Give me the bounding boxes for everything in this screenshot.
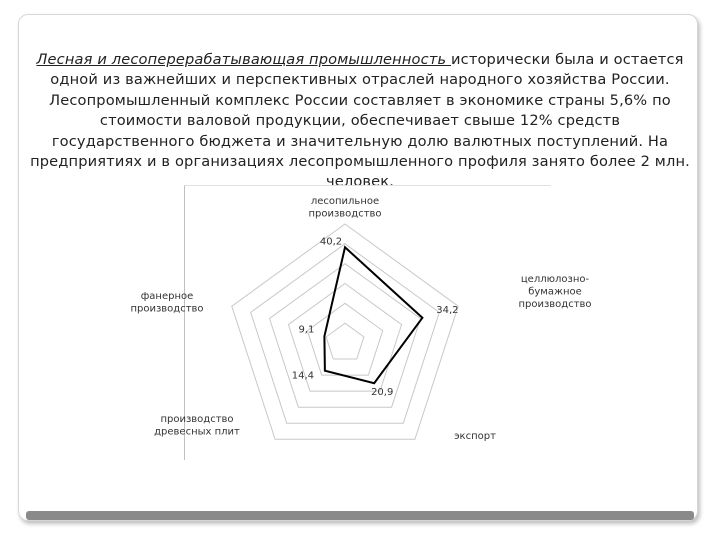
intro-text: исторически была и остается одной из важнейших и перспективных отраслей народного хозяйства России. Лесопромышленный комплекс России составляет в экономике страны 5,6% по стоимости валовой продукции, обеспечивает свыше 12% средств государственного бюджета и значительную долю валютных поступлений. На предприятиях и в организациях лесопромышленного профиля занято более 2 млн. человек.: [30, 51, 690, 191]
category-label: лесопильное производство: [308, 196, 382, 220]
category-label: экспорт: [454, 431, 496, 442]
intro-highlight: Лесная и лесоперерабатывающая промышленность: [36, 51, 452, 68]
data-label: 20,9: [371, 387, 394, 399]
data-label: 14,4: [291, 370, 315, 382]
data-label: 34,2: [436, 304, 459, 316]
intro-paragraph: [30, 50, 690, 193]
grid-ring-2: [307, 303, 382, 375]
grid-ring-1: [326, 323, 364, 359]
category-label: производство древесных плит: [154, 414, 240, 438]
category-label: целлюлозно-бумажное производство: [518, 274, 592, 310]
data-label: 40,2: [319, 236, 343, 248]
radar-chart: [130, 186, 592, 460]
slide-bottom-band: [26, 511, 694, 520]
category-label: фанерное производство: [130, 291, 204, 315]
radar-chart-container: [130, 185, 592, 460]
data-label: 9,1: [298, 324, 315, 336]
